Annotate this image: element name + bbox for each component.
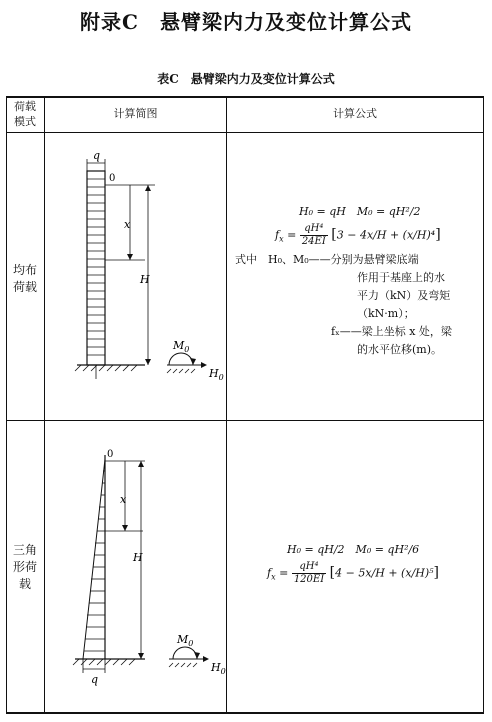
q-label: q <box>93 149 101 162</box>
row2-eq2: $f_x$ = $\frac{\text{qH⁴}}{120EI}$ [4 − 5x/H + (x/H)⁵] <box>267 561 440 585</box>
row1-eq2-fraction: $\frac{\text{qH⁴}}{24EI}$ <box>301 223 326 247</box>
row2-eq2-lhs-sub: x <box>271 572 276 582</box>
triangular-load-diagram <box>45 421 226 712</box>
row1-note-line6: 的水平位移(m)。 <box>357 343 443 356</box>
M0-label: $M_0$ <box>177 633 194 648</box>
origin-label: 0 <box>107 449 114 460</box>
beam <box>87 171 105 365</box>
table-left-border <box>6 96 7 714</box>
row2-eq2-fraction: $\frac{\text{qH⁴}}{120EI}$ <box>293 561 325 585</box>
row1-note-line4: （kN·m）； <box>357 307 415 320</box>
uniform-load-hatch <box>87 179 105 355</box>
page-title: 附录C 悬臂梁内力及变位计算公式 <box>80 10 412 34</box>
header-formula: 计算公式 <box>333 107 377 120</box>
H0-label: $H_0$ <box>209 367 224 382</box>
row1-eq1: H₀ = qH M₀ = qH²/2 <box>299 205 421 218</box>
H-label: H <box>133 551 143 564</box>
moment-arc-icon <box>169 353 193 365</box>
H-label: H <box>140 273 150 286</box>
row2-eq1: H₀ = qH/2 M₀ = qH²/6 <box>287 543 420 556</box>
row1-eq2-bracket: 3 − 4x/H + (x/H)⁴ <box>336 228 436 242</box>
row1-eq2: $f_x$ = $\frac{\text{qH⁴}}{24EI}$ [3 − 4x/H + (x/H)⁴] <box>275 223 441 247</box>
row1-note-line2: 作用于基座上的水 <box>357 271 445 284</box>
row2-formula <box>227 421 483 712</box>
row1-eq2-lhs: f <box>275 228 280 242</box>
M0-label: $M_0$ <box>173 339 190 354</box>
header-mode: 荷载 模式 <box>14 100 36 128</box>
table-bottom-border <box>6 712 484 714</box>
row1-note-intro: 式中 H₀、M₀——分别为悬臂梁底端 <box>235 253 419 266</box>
uniform-load-diagram <box>45 133 226 420</box>
row1-note-line3: 平力（kN）及弯矩 <box>357 289 451 302</box>
row2-eq2-bracket: 4 − 5x/H + (x/H)⁵ <box>335 566 434 580</box>
header-diagram: 计算简图 <box>113 107 158 120</box>
row1-eq2-lhs-sub: x <box>279 234 284 244</box>
row1-note-line5: fₓ——梁上坐标 x 处，梁 <box>331 325 452 338</box>
row2-eq2-lhs: f <box>267 566 272 580</box>
formula-table <box>6 96 484 714</box>
H0-label: $H_0$ <box>211 661 226 676</box>
table-top-border <box>6 96 484 98</box>
row2-mode-label: 三角 形荷 载 <box>12 543 37 591</box>
x-label: x <box>124 218 131 231</box>
origin-label: 0 <box>109 173 116 184</box>
table-right-border <box>483 96 484 714</box>
moment-arc-icon <box>173 647 197 659</box>
x-label: x <box>120 493 127 506</box>
row1-mode-label: 均布 荷载 <box>12 263 37 294</box>
row1-formula <box>227 133 483 420</box>
table-caption: 表C 悬臂梁内力及变位计算公式 <box>157 72 335 86</box>
q-label: q <box>91 673 99 686</box>
triangular-load <box>83 459 105 659</box>
